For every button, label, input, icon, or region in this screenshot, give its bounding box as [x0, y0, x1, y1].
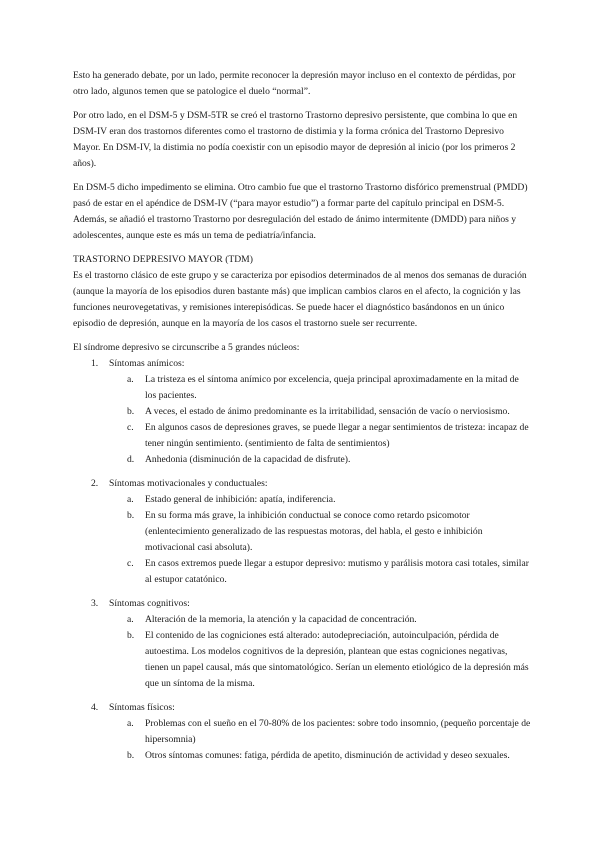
list-item	[73, 700, 532, 764]
list-title: Síntomas motivacionales y conductuales:	[109, 478, 268, 489]
sub-list-item	[109, 508, 532, 556]
sub-list-text: En casos extremos puede llegar a estupor depresivo: mutismo y parálisis motora casi totales, similar al estupor catatónico.	[145, 558, 529, 585]
sub-list-text: Estado general de inhibición: apatía, indiferencia.	[145, 494, 336, 505]
sub-list-item	[109, 556, 532, 588]
list-item	[73, 356, 532, 468]
sub-list-letter: b.	[127, 630, 135, 641]
sub-list-item	[109, 612, 532, 628]
sub-list	[109, 492, 532, 588]
sub-list-letter: a.	[127, 494, 134, 505]
sub-list-letter: c.	[127, 422, 134, 433]
list-title: Síntomas cognitivos:	[109, 598, 190, 609]
sub-list-letter: a.	[127, 718, 134, 729]
list-number: 2.	[91, 478, 99, 489]
list-title: Síntomas físicos:	[109, 702, 175, 713]
sub-list-letter: b.	[127, 750, 135, 761]
sub-list-text: A veces, el estado de ánimo predominante es la irritabilidad, sensación de vacío o nerviosismo.	[145, 406, 510, 417]
list-item	[73, 476, 532, 588]
list-title: Síntomas anímicos:	[109, 358, 185, 369]
sub-list-text: La tristeza es el síntoma anímico por excelencia, queja principal aproximadamente en la mitad de los pacientes.	[145, 374, 519, 401]
sub-list-letter: b.	[127, 510, 135, 521]
sub-list	[109, 716, 532, 764]
sub-list-text: Problemas con el sueño en el 70-80% de los pacientes: sobre todo insomnio, (pequeño porcentaje de hipersomnia)	[145, 718, 531, 745]
sub-list-text: Anhedonia (disminución de la capacidad de disfrute).	[145, 454, 351, 465]
list-item	[73, 596, 532, 692]
sub-list-letter: a.	[127, 614, 134, 625]
sub-list-letter: b.	[127, 406, 135, 417]
paragraph-duelo: Esto ha generado debate, por un lado, permite reconocer la depresión mayor incluso en el contexto de pérdidas, por otro lado, algunos temen que se patologice el duelo “normal”.	[73, 70, 516, 97]
sub-list-text: En su forma más grave, la inhibición conductual se conoce como retardo psicomotor (enlentecimiento generalizado de las respuestas motoras, del habla, el gesto e inhibición motivacional casi absoluta).	[145, 510, 483, 553]
sub-list-letter: d.	[127, 454, 135, 465]
list-number: 1.	[91, 358, 99, 369]
symptom-list	[73, 356, 532, 764]
sub-list-item	[109, 404, 532, 420]
sub-list-item	[109, 716, 532, 748]
sub-list-text: Otros síntomas comunes: fatiga, pérdida de apetito, disminución de actividad y deseo sexuales.	[145, 750, 510, 761]
list-number: 4.	[91, 702, 99, 713]
sub-list	[109, 612, 532, 692]
sub-list-letter: c.	[127, 558, 134, 569]
list-number: 3.	[91, 598, 99, 609]
section-lead: El síndrome depresivo se circunscribe a 5 grandes núcleos:	[73, 342, 300, 353]
sub-list-item	[109, 452, 532, 468]
sub-list-text: El contenido de las cogniciones está alterado: autodepreciación, autoinculpación, pérdida de autoestima. Los modelos cognitivos de la depresión, plantean que estas cogniciones negativas, tienen un papel causal, más que sintomatológico. Serían un elemento etiológico de la depresión más que un síntoma de la misma.	[145, 630, 529, 689]
paragraph-dsm5-cambios: En DSM-5 dicho impedimento se elimina. Otro cambio fue que el trastorno Trastorno disfórico premenstrual (PMDD) pasó de estar en el apéndice de DSM-IV (“para mayor estudio”) a formar parte del capítulo principal en DSM-5. Además, se añadió el trastorno Trastorno por desregulación del estado de ánimo intermitente (DMDD) para niños y adolescentes, aunque este es más un tema de pediatría/infancia.	[73, 182, 528, 241]
sub-list-letter: a.	[127, 374, 134, 385]
section-heading: TRASTORNO DEPRESIVO MAYOR (TDM)	[73, 254, 253, 265]
section-intro: Es el trastorno clásico de este grupo y se caracteriza por episodios determinados de al menos dos semanas de duración (aunque la mayoría de los episodios duren bastante más) que implican cambios claros en el afecto, la cognición y las funciones neurovegetativas, y remisiones interepisódicas. Se puede hacer el diagnóstico basándonos en un único episodio de depresión, aunque en la mayoría de los casos el trastorno suele ser recurrente.	[73, 270, 527, 329]
sub-list-item	[109, 420, 532, 452]
sub-list-item	[109, 748, 532, 764]
sub-list	[109, 372, 532, 468]
sub-list-item	[109, 372, 532, 404]
sub-list-text: Alteración de la memoria, la atención y la capacidad de concentración.	[145, 614, 417, 625]
paragraph-persistente: Por otro lado, en el DSM-5 y DSM-5TR se creó el trastorno Trastorno depresivo persistente, que combina lo que en DSM-IV eran dos trastornos diferentes como el trastorno de distimia y la forma crónica del Trastorno Depresivo Mayor. En DSM-IV, la distimia no podía coexistir con un episodio mayor de depresión al inicio (por los primeros 2 años).	[73, 110, 518, 169]
sub-list-text: En algunos casos de depresiones graves, se puede llegar a negar sentimientos de tristeza: incapaz de tener ningún sentimiento. (sentimiento de falta de sentimientos)	[145, 422, 529, 449]
sub-list-item	[109, 492, 532, 508]
sub-list-item	[109, 628, 532, 692]
